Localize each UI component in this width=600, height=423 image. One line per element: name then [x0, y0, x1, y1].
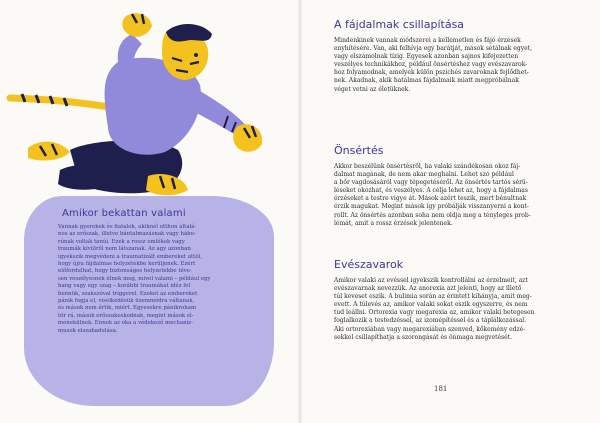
section-text-self-harm: Akkor beszélünk önsértésről, ha valaki szándékosan okoz fáj- dalmat magának, de nem akar meghalni. Lehet szó például a bőr vagdosásáról vagy tépegetéséről. Az önsértés tartós sérü- léseket okozhat, és veszélyes. A célja lehet az, hogy a fájdalmas érzéseket a testre vigye át. Mások azért teszik, mert bénultnak érzik magukat. Megint mások így próbálják visszanyerni a kont- rollt. Az önsértés azonban soha nem oldja meg a tényleges prob- lémát, amit a rossz érzések jelentenek.	[334, 163, 531, 227]
tiger-person-illustration	[0, 0, 290, 210]
section-title-eating-disorders: Evészavarok	[334, 258, 404, 271]
section-text-pain-relief: Mindenkinek vannak módszerei a kellemetlen és fájó érzések enyhítésére. Van, aki felhívja egy barátját, mások sétálnak egyet, vagy elszámolnak tízig. Egyesek azonban sajnos kifejezetten veszélyes technikákhoz, például önsértéshez vagy evészavarok- hoz folyamodnak, amelyek külön pszichés zavaroknak fejlődhet- nek. Akadnak, akik hatalmas fájdalmaik miatt megpróbálnak véget vetni az életüknek.	[334, 37, 532, 93]
info-box-text: Vannak gyerekek és fiatalok, akiknél otthon általá- nos az erőszak, illetve bántalmazásnak vagy hábo- rúnak voltak tanúi. Ezek a rossz emlékek vagy traumák kívülről nem látszanak. Az agy azonban igyekszik megvédeni a traumatizált embereket attól, hogy újra fájdalmas helyzetekbe kerüljenek. Ezért előfordulhat, hogy biztonságos helyzetekbe téve- sen veszélyesnek élnek meg, mivel valami – például egy hang vagy egy szag – korábbi traumákat idéz fel bennük, szakszóval triggerel. Ezeket az embereket pánik fogja el, viselkedésük üzemmódra váltanak, és mások nem értik, miért. Egyesekre pánikroham tör rá, mások erőszakoskodnak, megint mások el- menekülnek. Ennek az oka a védekező mechaniz- musok elszabadulása.	[58, 224, 211, 334]
section-title-self-harm: Önsértés	[334, 144, 384, 157]
section-text-eating-disorders: Amikor valaki az evéssel igyekszik kontrollálni az érzelmeit, azt evészavarnak nevezzük. Az anorexia azt jelenti, hogy az illető túl keveset eszik. A bulimia során az érintett kihányja, amit meg- evett. A túlevés az, amikor valaki sokat eszik egyszerre, és nem tud leállni. Ortorexia vagy megarexia az, amikor valaki betegesen foglalkozik a testedzéssel, az izomépítéssel és a táplálkozással. Aki ortorexiában vagy megarexiában szenved, kőkemény edzé- sekkel csillapíthatja a szorongását és önmaga megvetését.	[334, 277, 535, 341]
info-box-title: Amikor bekattan valami	[62, 208, 186, 219]
page-number: 181	[434, 385, 448, 393]
section-title-pain-relief: A fájdalmak csillapítása	[334, 18, 465, 31]
